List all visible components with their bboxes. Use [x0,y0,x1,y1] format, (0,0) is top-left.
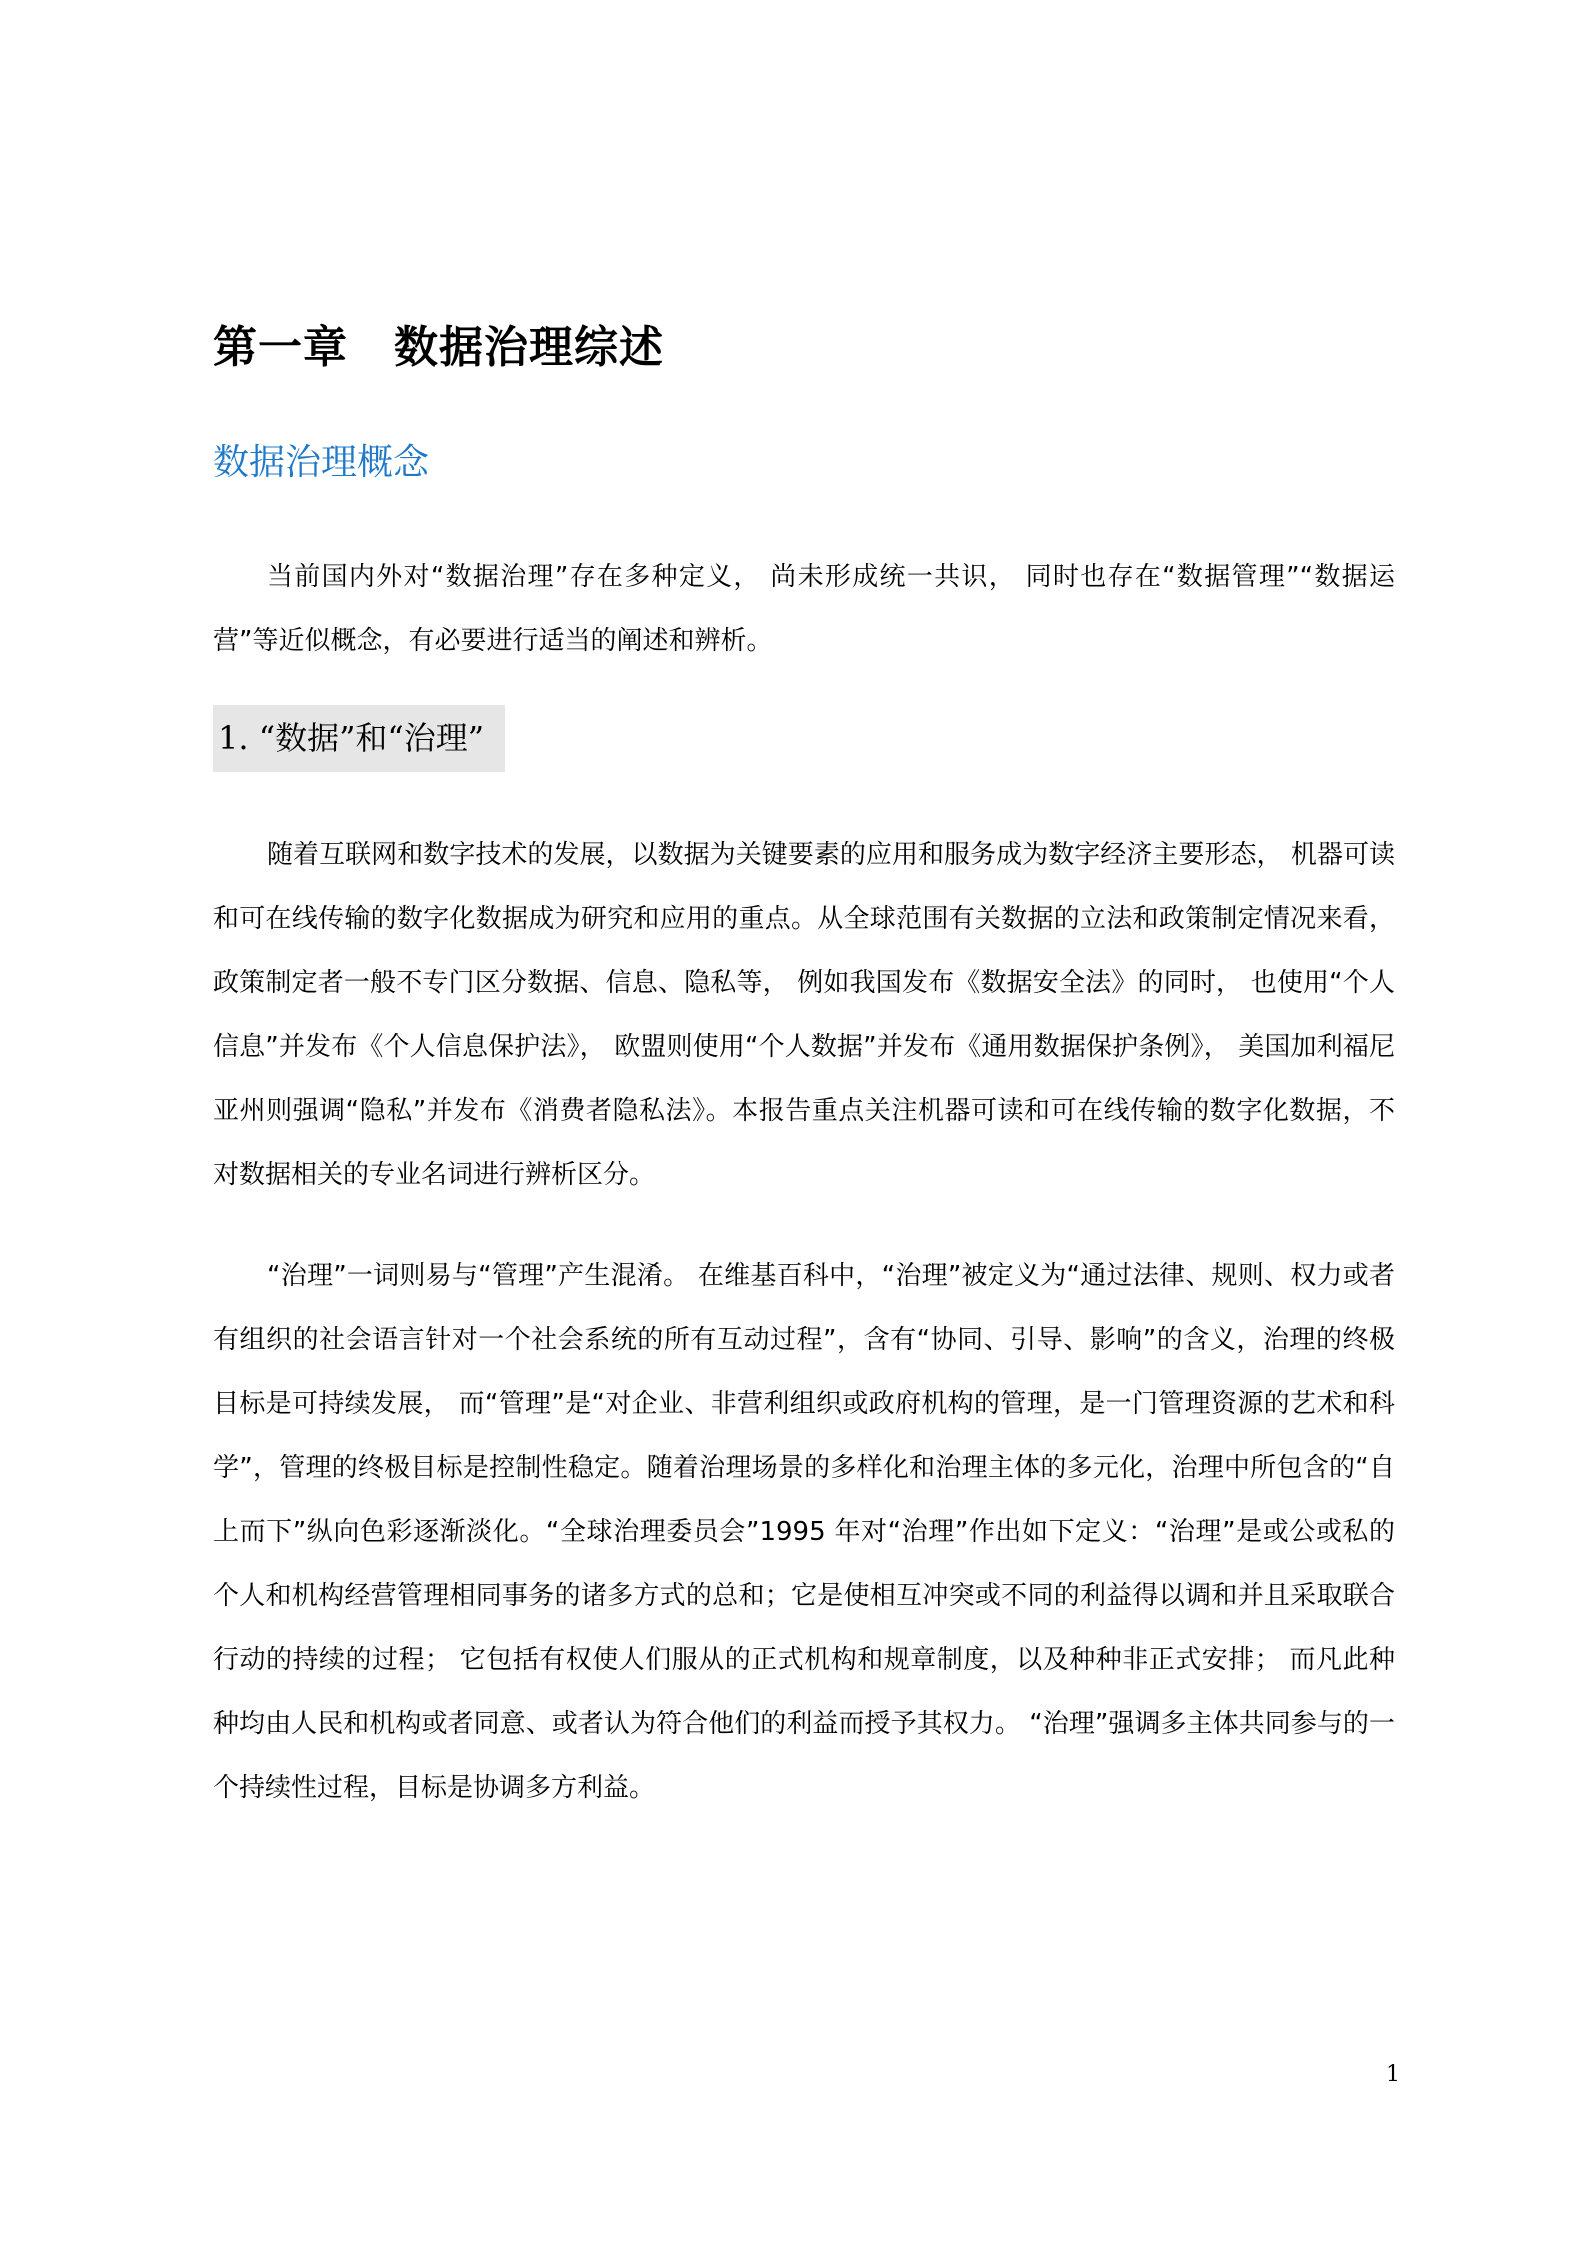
subsection-heading: 1. “数据”和“治理” [213,705,505,772]
chapter-title [213,318,664,378]
chapter-number: 第一章 [213,322,348,373]
governance-paragraph: “治理”一词则易与“管理”产生混淆。 在维基百科中，“治理”被定义为“通过法律、规则、权力或者有组织的社会语言针对一个社会系统的所有互动过程”，含有“协同、引导、影响”的含义，治理的终极目标是可持续发展， 而“管理”是“对企业、非营利组织或政府机构的管理，是一门管理资源的艺术和科学”，管理的终极目标是控制性稳定。随着治理场景的多样化和治理主体的多元化，治理中所包含的“自上而下”纵向色彩逐渐淡化。“全球治理委员会”1995 年对“治理”作出如下定义：“治理”是或公或私的个人和机构经营管理相同事务的诸多方式的总和；它是使相互冲突或不同的利益得以调和并且采取联合行动的持续的过程； 它包括有权使人们服从的正式机构和规章制度，以及种种非正式安排； 而凡此种种均由人民和机构或者同意、或者认为符合他们的利益而授予其权力。 “治理”强调多主体共同参与的一个持续性过程，目标是协调多方利益。 [213,1261,1395,1803]
page-number: 1 [1386,2062,1400,2087]
section-title: 数据治理概念 [213,442,430,483]
data-paragraph: 随着互联网和数字技术的发展，以数据为关键要素的应用和服务成为数字经济主要形态， 机器可读和可在线传输的数字化数据成为研究和应用的重点。从全球范围有关数据的立法和政策制定情况来看， 政策制定者一般不专门区分数据、信息、隐私等， 例如我国发布《数据安全法》的同时， 也使用“个人信息”并发布《个人信息保护法》， 欧盟则使用“个人数据”并发布《通用数据保护条例》， 美国加利福尼亚州则强调“隐私”并发布《消费者隐私法》。本报告重点关注机器可读和可在线传输的数字化数据，不对数据相关的专业名词进行辨析区分。 [213,840,1395,1190]
chapter-name: 数据治理综述 [394,322,664,373]
intro-paragraph: 当前国内外对“数据治理”存在多种定义， 尚未形成统一共识， 同时也存在“数据管理”“数据运营”等近似概念，有必要进行适当的阐述和辨析。 [213,562,1395,656]
